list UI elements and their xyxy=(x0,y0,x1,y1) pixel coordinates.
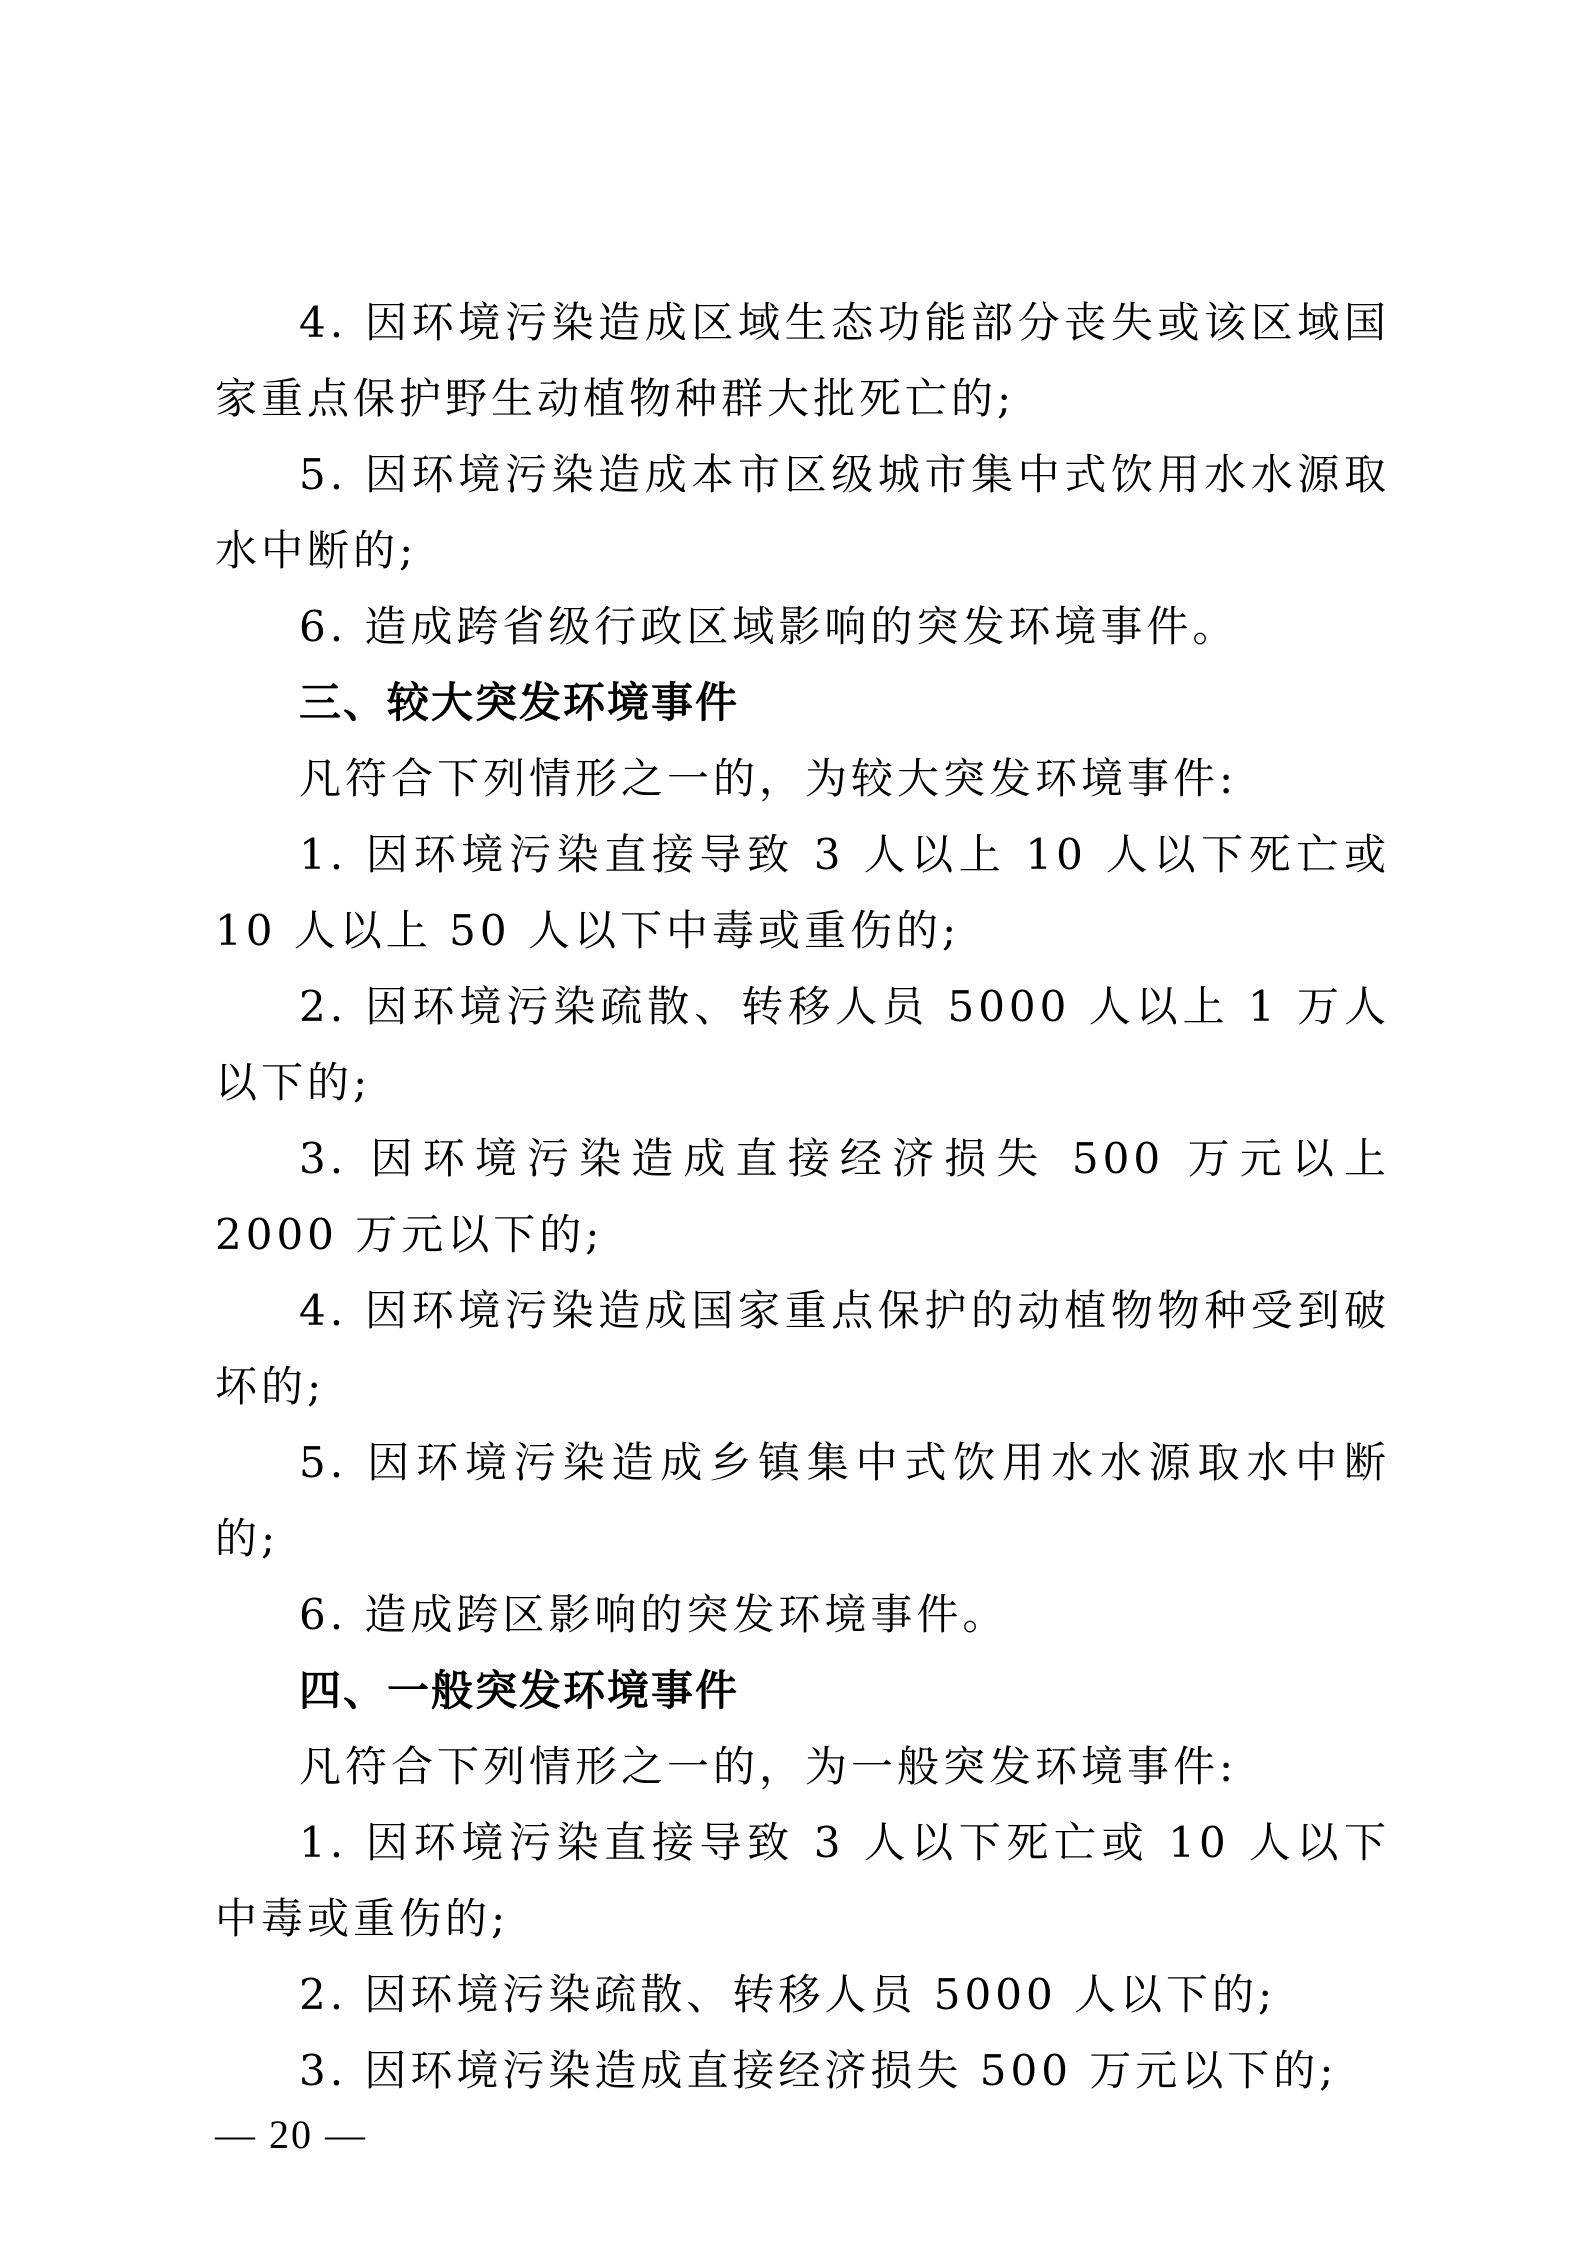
list-item: 2. 因环境污染疏散、转移人员 5000 人以下的; xyxy=(299,1970,1277,2019)
list-item: 3. 因环境污染造成直接经济损失 500 万元以下的; xyxy=(299,2046,1338,2095)
section-intro: 凡符合下列情形之一的，为较大突发环境事件: xyxy=(299,754,1238,803)
list-item: 5. 因环境污染造成本市区级城市集中式饮用水水源取水中断的; xyxy=(215,450,1390,575)
list-item: 1. 因环境污染直接导致 3 人以下死亡或 10 人以下中毒或重伤的; xyxy=(215,1818,1390,1943)
section-heading: 四、一般突发环境事件 xyxy=(299,1666,740,1715)
list-item: 6. 造成跨省级行政区域影响的突发环境事件。 xyxy=(299,602,1239,651)
section-heading: 三、较大突发环境事件 xyxy=(299,678,740,727)
document-body xyxy=(215,285,1390,2109)
list-item: 4. 因环境污染造成国家重点保护的动植物物种受到破坏的; xyxy=(215,1286,1390,1411)
list-item: 5. 因环境污染造成乡镇集中式饮用水水源取水中断的; xyxy=(215,1438,1390,1563)
page-number: — 20 — xyxy=(215,2112,367,2157)
list-item: 4. 因环境污染造成区域生态功能部分丧失或该区域国家重点保护野生动植物种群大批死亡的; xyxy=(215,298,1390,423)
list-item: 6. 造成跨区影响的突发环境事件。 xyxy=(299,1590,1009,1639)
list-item: 2. 因环境污染疏散、转移人员 5000 人以上 1 万人以下的; xyxy=(215,982,1390,1107)
list-item: 1. 因环境污染直接导致 3 人以上 10 人以下死亡或 10 人以上 50 人以下中毒或重伤的; xyxy=(215,830,1390,955)
section-intro: 凡符合下列情形之一的，为一般突发环境事件: xyxy=(299,1742,1238,1791)
list-item: 3. 因环境污染造成直接经济损失 500 万元以上 2000 万元以下的; xyxy=(215,1134,1390,1259)
